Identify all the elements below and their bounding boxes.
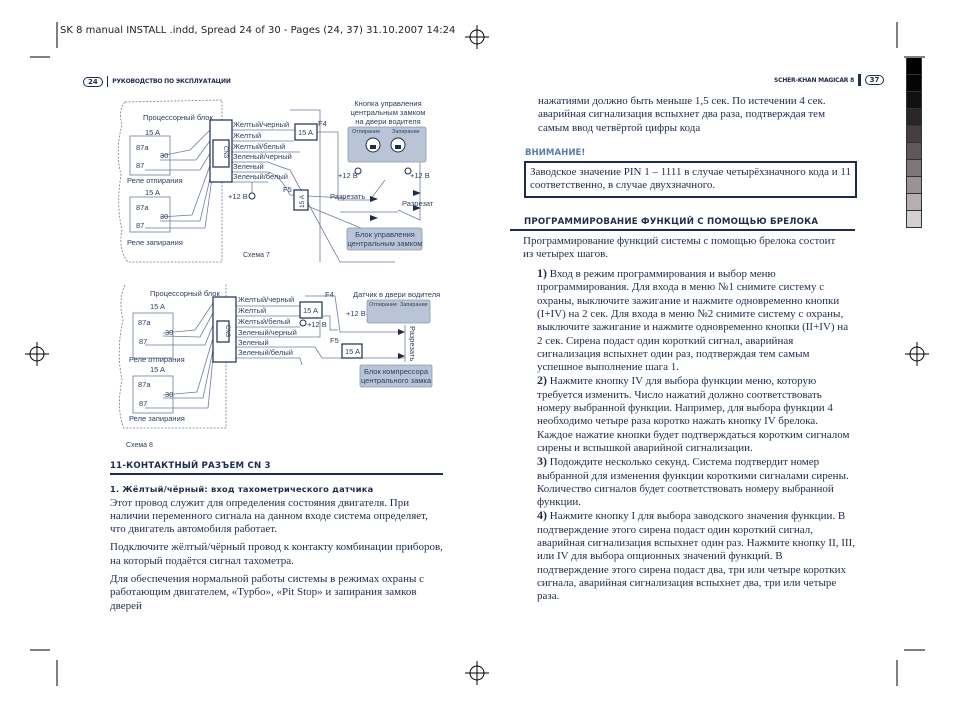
svg-text:15 A: 15 A xyxy=(150,365,166,374)
svg-text:Желтый: Желтый xyxy=(233,131,262,140)
svg-text:87a: 87a xyxy=(136,143,149,152)
svg-text:30: 30 xyxy=(165,328,174,337)
svg-text:Процессорный блок: Процессорный блок xyxy=(143,113,213,122)
step-item: 3) Подождите несколько секунд. Система подтвердит номер выбранной для изменения функции короткими сигналами сирены. Количество сигналов будет соответствовать номеру выбранной функции. xyxy=(537,454,849,509)
svg-text:87a: 87a xyxy=(136,203,149,212)
svg-text:30: 30 xyxy=(160,151,169,160)
svg-text:Разрезать: Разрезать xyxy=(408,326,417,362)
svg-text:Разрезат: Разрезат xyxy=(402,199,434,208)
running-head: SCHER-KHAN MAGICAR 8 xyxy=(774,76,855,84)
paragraph: Подключите жёлтый/чёрный провод к контакту комбинации приборов, на который подаётся сигнал тахометра. xyxy=(110,541,443,567)
svg-text:15 A: 15 A xyxy=(145,128,161,137)
svg-text:Кнопка управления: Кнопка управления xyxy=(354,99,422,108)
section-heading: 11-КОНТАКТНЫЙ РАЗЪЕМ CN 3 xyxy=(110,461,271,471)
svg-text:Зеленый: Зеленый xyxy=(238,338,269,347)
svg-text:F5: F5 xyxy=(330,336,339,345)
section-heading: ПРОГРАММИРОВАНИЕ ФУНКЦИЙ С ПОМОЩЬЮ БРЕЛОКА xyxy=(524,217,819,227)
file-slug: SK 8 manual INSTALL .indd, Spread 24 of 30 - Pages (24, 37) 31.10.2007 14:24 xyxy=(60,25,456,36)
svg-text:Блок компрессора: Блок компрессора xyxy=(363,367,429,376)
svg-text:Желтый/черный: Желтый/черный xyxy=(233,120,290,129)
svg-text:15 A: 15 A xyxy=(298,128,314,137)
svg-text:Процессорный блок: Процессорный блок xyxy=(150,289,220,298)
svg-text:87: 87 xyxy=(139,337,148,346)
left-column xyxy=(110,461,443,613)
svg-text:87: 87 xyxy=(136,161,145,170)
paragraph: нажатиями должно быть меньше 1,5 сек. По истечении 4 сек. аварийная сигнализация вспыхнет два раза, подтверждая тем самым ввод четвёртой цифры кода xyxy=(538,95,826,134)
svg-text:Блок управления: Блок управления xyxy=(355,230,415,239)
svg-text:CN3: CN3 xyxy=(222,146,228,159)
svg-text:Зеленый: Зеленый xyxy=(233,162,264,171)
svg-text:Запирание: Запирание xyxy=(392,129,420,135)
svg-text:Зеленый/черный: Зеленый/черный xyxy=(238,328,297,337)
svg-text:Реле запирания: Реле запирания xyxy=(127,238,183,247)
svg-text:CN3: CN3 xyxy=(224,325,230,338)
svg-text:центрального замка: центрального замка xyxy=(360,376,432,385)
svg-text:Зеленый/черный: Зеленый/черный xyxy=(233,152,292,161)
attention-label: ВНИМАНИЕ! xyxy=(525,148,586,158)
svg-text:+12 В: +12 В xyxy=(338,171,358,180)
svg-text:87a: 87a xyxy=(138,318,151,327)
subheading: 1. Жёлтый/чёрный: вход тахометрического датчика xyxy=(110,483,374,494)
svg-text:+12 В: +12 В xyxy=(346,309,366,318)
svg-text:Отпирание: Отпирание xyxy=(352,129,381,135)
svg-text:Разрезать: Разрезать xyxy=(330,192,366,201)
running-head: РУКОВОДСТВО ПО ЭКСПЛУАТАЦИИ xyxy=(112,78,231,85)
svg-text:Схема 7: Схема 7 xyxy=(243,252,270,259)
page-number: 24 xyxy=(83,77,103,87)
svg-text:Желтый/черный: Желтый/черный xyxy=(238,295,295,304)
right-column-continued xyxy=(538,95,858,135)
page-number: 37 xyxy=(865,75,885,85)
svg-text:F4: F4 xyxy=(325,290,334,299)
step-item: 1) Вход в режим программирования и выбор меню программирования. Для входа в меню №1 снимите систему с охраны, выключите зажигание и нажмите одновременно кнопки (I+IV) на 2 сек. Для входа в меню №2 снимите систему с охраны, выключите зажигание и нажмите одновременно кнопки (II+IV) на 2 сек. Сирена подаст один короткий сигнал, аварийная сигнализация вспыхнет один раз, подтверждая тем самым успешное выполнение шага 1. xyxy=(537,266,849,374)
svg-text:центральным замком: центральным замком xyxy=(350,108,426,117)
svg-text:Реле запирания: Реле запирания xyxy=(129,414,185,423)
step-item: 4) Нажмите кнопку I для выбора заводского значения функции. В подтверждение этого сирена подаст один короткий сигнал, аварийная сигнализация вспыхнет один раз. Нажмите кнопку II, III, или IV для выбора опционных значений функций. В подтверждение этого сирена подаст два, три или четыре коротких сигнала, аварийная сигнализация вспыхнет два, три или четыре раза. xyxy=(537,508,855,603)
svg-text:Зеленый/белый: Зеленый/белый xyxy=(233,172,288,181)
svg-text:Запирание: Запирание xyxy=(400,302,428,308)
svg-text:Схема 8: Схема 8 xyxy=(126,442,153,449)
svg-text:Желтый/белый: Желтый/белый xyxy=(238,317,291,326)
svg-text:87a: 87a xyxy=(138,380,151,389)
svg-text:30: 30 xyxy=(160,212,169,221)
svg-text:Реле отпирания: Реле отпирания xyxy=(127,176,183,185)
svg-text:87: 87 xyxy=(136,221,145,230)
steps-list xyxy=(537,267,855,603)
svg-text:F4: F4 xyxy=(318,119,327,128)
svg-text:+12 В: +12 В xyxy=(228,192,248,201)
paragraph: Этот провод служит для определения состояния двигателя. При наличии переменного сигнала на данном входе система определяет, что двигатель автомобиля работает. xyxy=(110,496,428,536)
svg-text:15 A: 15 A xyxy=(345,347,361,356)
paragraph: Для обеспечения нормальной работы системы в режимах охраны с работающим двигателем, «Турбо», «Pit Stop» и запирания замков дверей xyxy=(110,572,424,612)
svg-text:Отпирание: Отпирание xyxy=(369,302,398,308)
svg-text:+12 В: +12 В xyxy=(307,320,327,329)
programming-section xyxy=(510,217,855,604)
svg-text:15 A: 15 A xyxy=(303,306,319,315)
svg-text:15 A: 15 A xyxy=(150,302,166,311)
svg-text:Желтый/белый: Желтый/белый xyxy=(233,142,286,151)
svg-text:15 A: 15 A xyxy=(145,188,161,197)
svg-text:Желтый: Желтый xyxy=(238,306,267,315)
svg-text:Датчик в двери водителя: Датчик в двери водителя xyxy=(353,290,441,299)
svg-text:Зеленый/белый: Зеленый/белый xyxy=(238,348,293,357)
svg-text:Реле отпирания: Реле отпирания xyxy=(129,355,185,364)
notice-box: Заводское значение PIN 1 – 1111 в случае четырёхзначного кода и 11 соответственно, в случае двухзначного. xyxy=(524,161,857,198)
step-item: 2) Нажмите кнопку IV для выбора функции меню, которую требуется изменить. Число нажатий должно соответствовать номеру выбранной функции. Например, для выбора функции 4 необходимо четыре раза коротко нажать кнопку IV брелока. Каждое нажатие кнопки будет подтверждаться коротким сигналом сирены и вспышкой аварийной сигнализации. xyxy=(537,373,850,454)
svg-text:центральным замком: центральным замком xyxy=(347,239,423,248)
svg-text:15 A: 15 A xyxy=(299,194,306,208)
intro: Программирование функций системы с помощью брелока состоит из четырех шагов. xyxy=(523,234,836,260)
svg-text:+12 В: +12 В xyxy=(410,171,430,180)
svg-text:87: 87 xyxy=(139,399,148,408)
svg-text:30: 30 xyxy=(165,390,174,399)
svg-text:F5: F5 xyxy=(283,185,292,194)
svg-text:на двери водителя: на двери водителя xyxy=(355,117,421,126)
